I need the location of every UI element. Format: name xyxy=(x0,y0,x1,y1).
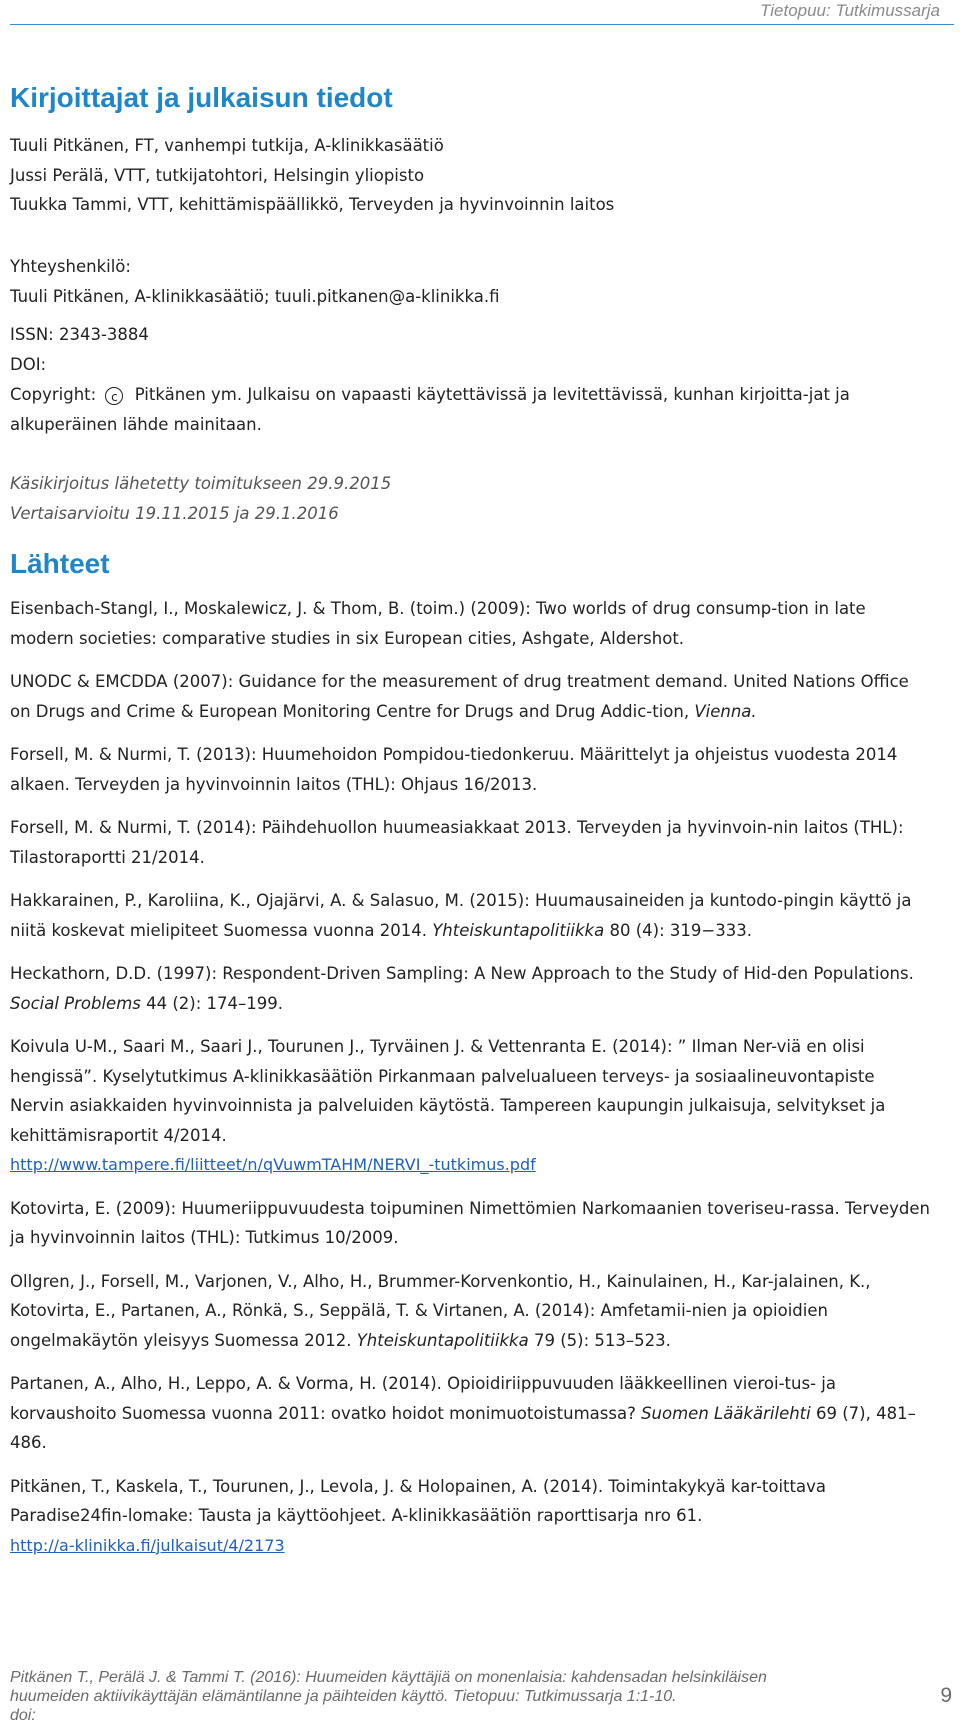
reference-item xyxy=(10,594,930,653)
reference-journal: Social Problems xyxy=(10,993,141,1013)
author-line: Tuukka Tammi, VTT, kehittämispäällikkö, Terveyden ja hyvinvoinnin laitos xyxy=(10,195,615,214)
authors-list xyxy=(10,131,930,220)
reference-link[interactable]: http://www.tampere.fi/liitteet/n/qVuwmTAHM/NERVI_-tutkimus.pdf xyxy=(10,1155,536,1174)
copyright-block xyxy=(10,380,930,439)
reference-journal: Suomen Lääkärilehti xyxy=(641,1403,811,1423)
section-title: Kirjoittajat ja julkaisun tiedot xyxy=(10,82,393,113)
reference-text: Kotovirta, E. (2009): Huumeriippuvuudesta toipuminen Nimettömien Narkomaanien toveriseu-rassa. Terveyden ja hyvinvoinnin laitos (THL): Tutkimus 10/2009. xyxy=(10,1198,930,1247)
reference-journal: Yhteiskuntapolitiikka xyxy=(432,920,605,940)
references-title: Lähteet xyxy=(10,548,110,579)
reference-text: Forsell, M. & Nurmi, T. (2014): Päihdehuollon huumeasiakkaat 2013. Terveyden ja hyvinvoin-nin laitos (THL): Tilastoraportti 21/2014. xyxy=(10,818,904,867)
series-title: Tietopuu: Tutkimussarja xyxy=(760,1,940,20)
reference-item xyxy=(10,813,930,872)
references-list xyxy=(10,594,930,1574)
reference-text: Eisenbach-Stangl, I., Moskalewicz, J. & Thom, B. (toim.) (2009): Two worlds of drug consump-tion in late modern societies: comparative studies in six European cities, Ashgate, Aldershot. xyxy=(10,599,866,648)
author-line: Tuuli Pitkänen, FT, vanhempi tutkija, A-klinikkasäätiö xyxy=(10,136,444,155)
copyright-icon: c xyxy=(105,387,123,405)
reference-item xyxy=(10,1472,930,1561)
reference-item xyxy=(10,1369,930,1458)
reference-text: Partanen, A., Alho, H., Leppo, A. & Vorma, H. (2014). Opioidiriippuvuuden lääkkeellinen vieroi-tus- ja korvaushoito Suomessa vuonna 2011: ovatko hoidot monimuotoistumassa? xyxy=(10,1374,836,1423)
doi: DOI: xyxy=(10,355,47,374)
reference-text: Forsell, M. & Nurmi, T. (2013): Huumehoidon Pompidou-tiedonkeruu. Määrittelyt ja ohjeistus vuodesta 2014 alkaen. Terveyden ja hyvinvoinnin laitos (THL): Ohjaus 16/2013. xyxy=(10,745,898,794)
footer-line: Pitkänen T., Perälä J. & Tammi T. (2016): Huumeiden käyttäjiä on monenlaisia: kahdensadan helsinkiläisen xyxy=(10,1669,767,1686)
issn: ISSN: 2343-3884 xyxy=(10,325,149,344)
contact-label: Yhteyshenkilö: xyxy=(10,257,131,276)
reference-text: Heckathorn, D.D. (1997): Respondent-Driven Sampling: A New Approach to the Study of Hid-den Populations. xyxy=(10,964,914,983)
footer-line: huumeiden aktiivikäyttäjän elämäntilanne ja päihteiden käyttö. Tietopuu: Tutkimussarja 1:1-10. xyxy=(10,1688,677,1705)
submitted-date: Käsikirjoitus lähetetty toimitukseen 29.9.2015 xyxy=(10,474,392,493)
copyright-text: Pitkänen ym. Julkaisu on vapaasti käytettävissä ja levitettävissä, kunhan kirjoitta-jat ja alkuperäinen lähde mainitaan. xyxy=(10,385,850,434)
reference-item xyxy=(10,740,930,799)
reference-item xyxy=(10,1267,930,1356)
footer-doi: doi: xyxy=(10,1707,36,1724)
reference-item xyxy=(10,1194,930,1253)
reference-text: Hakkarainen, P., Karoliina, K., Ojajärvi, A. & Salasuo, M. (2015): Huumausaineiden ja kuntodo-pingin käyttö ja niitä koskevat mielipiteet Suomessa vuonna 2014. xyxy=(10,891,912,940)
contact-value: Tuuli Pitkänen, A-klinikkasäätiö; tuuli.pitkanen@a-klinikka.fi xyxy=(10,286,500,306)
reference-volume: 79 (5): 513–523. xyxy=(533,1330,671,1350)
reference-item xyxy=(10,1032,930,1180)
author-line: Jussi Perälä, VTT, tutkijatohtori, Helsingin yliopisto xyxy=(10,165,425,185)
reference-text: UNODC & EMCDDA (2007): Guidance for the measurement of drug treatment demand. United Nations Office on Drugs and Crime & European Monitoring Centre for Drugs and Drug Addic-tion, xyxy=(10,672,909,721)
page-number: 9 xyxy=(940,1684,952,1707)
reference-item xyxy=(10,959,930,1018)
reference-item xyxy=(10,667,930,726)
reference-link[interactable]: http://a-klinikka.fi/julkaisut/4/2173 xyxy=(10,1535,285,1555)
citation-footer xyxy=(10,1668,910,1725)
reference-journal: Yhteiskuntapolitiikka xyxy=(356,1330,529,1350)
reference-volume: 69 (7), 481–486. xyxy=(10,1403,916,1452)
reference-item xyxy=(10,886,930,945)
reviewed-date: Vertaisarvioitu 19.11.2015 ja 29.1.2016 xyxy=(10,503,339,523)
reference-volume: 44 (2): 174–199. xyxy=(146,993,284,1013)
reference-text: Pitkänen, T., Kaskela, T., Tourunen, J., Levola, J. & Holopainen, A. (2014). Toimintakykyä kar-toittava Paradise24fin-lomake: Tausta ja käyttöohjeet. A-klinikkasäätiön raporttisarja nro 61. xyxy=(10,1476,826,1525)
reference-volume: 80 (4): 319−333. xyxy=(609,920,752,940)
manuscript-dates xyxy=(10,469,391,528)
reference-journal: Vienna. xyxy=(694,701,757,721)
running-header xyxy=(10,0,954,25)
reference-text: Ollgren, J., Forsell, M., Varjonen, V., Alho, H., Brummer-Korvenkontio, H., Kainulainen, H., Kar-jalainen, K., Kotovirta, E., Partanen, A., Rönkä, S., Seppälä, T. & Virtanen, A. (2014): Amfetamii-nien ja opioidien ongelmakäytön yleisyys Suomessa 2012. xyxy=(10,1271,871,1350)
reference-text: Koivula U-M., Saari M., Saari J., Tourunen J., Tyrväinen J. & Vettenranta E. (2014): ” Ilman Ner-viä en olisi hengissä”. Kyselytutkimus A-klinikkasäätiön Pirkanmaan palvelualueen terveys- ja sosiaalineuvontapiste Nervin asiakkaiden hyvinvoinnista ja palveluiden käytöstä. Tampereen kaupungin julkaisuja, selvitykset ja kehittämisraportit 4/2014. xyxy=(10,1037,886,1145)
contact-block xyxy=(10,252,930,311)
copyright-label: Copyright: xyxy=(10,385,97,404)
